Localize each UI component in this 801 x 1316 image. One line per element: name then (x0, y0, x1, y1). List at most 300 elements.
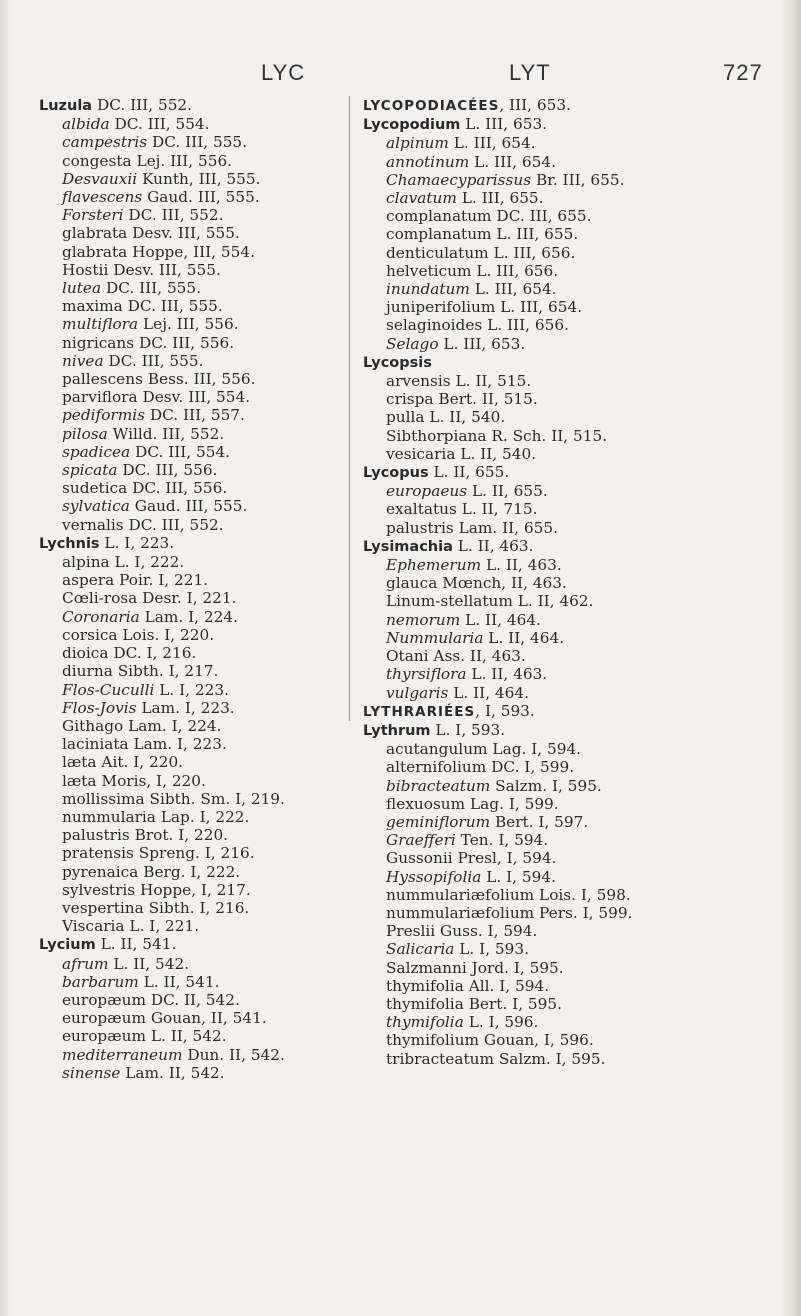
entry-reference: DC. III, 556. (127, 479, 228, 498)
entry-reference: L. II, 463. (452, 536, 534, 555)
page-number: 727 (723, 60, 763, 85)
entry-reference: L. II, 655. (428, 463, 510, 482)
entry-name: bibracteatum (386, 776, 491, 795)
entry-reference: L. II, 462. (512, 592, 594, 611)
index-entry (39, 206, 391, 224)
entry-name: glauca (386, 574, 438, 593)
entry-reference: L. III, 656. (488, 243, 576, 262)
index-entry (363, 592, 749, 610)
entry-reference: L. I, 594. (481, 867, 556, 886)
entry-reference: DC. II, 542. (145, 990, 240, 1009)
index-entry (39, 370, 391, 388)
entry-reference: Hoppe, I, 217. (135, 880, 251, 899)
index-entry (363, 574, 749, 592)
entry-reference: Moris, I, 220. (96, 771, 206, 790)
index-entry (39, 115, 391, 133)
index-entry (39, 516, 391, 534)
entry-name: mediterraneum (62, 1045, 183, 1064)
entry-name: nivea (62, 351, 104, 370)
index-heading (363, 96, 749, 115)
index-entry (363, 1050, 749, 1068)
entry-name: acutangulum (386, 740, 488, 759)
entry-reference: DC. I, 599. (486, 758, 575, 777)
entry-name: sylvestris (62, 880, 136, 899)
index-entry (39, 553, 391, 571)
entry-name: vesicaria (386, 444, 456, 463)
index-entry (363, 427, 749, 445)
entry-reference: Sibth. I, 217. (112, 662, 219, 681)
entry-reference: L. II, 715. (456, 500, 538, 519)
entry-reference: Br. III, 655. (531, 170, 625, 189)
index-entry (39, 406, 391, 424)
entry-name: pratensis (62, 844, 134, 863)
index-entry (39, 315, 391, 333)
entry-name: Viscaria (62, 917, 125, 936)
index-heading (363, 115, 749, 134)
entry-name: arvensis (386, 372, 451, 391)
index-entry (39, 790, 391, 808)
entry-reference: Lam. II, 655. (453, 518, 558, 537)
entry-reference: Gaud. III, 555. (129, 497, 248, 516)
index-entry (363, 1013, 749, 1031)
entry-name: Cœli-rosa (62, 589, 138, 608)
entry-reference: Gouan, II, 541. (145, 1009, 267, 1028)
entry-name: clavatum (386, 189, 457, 208)
index-entry (39, 334, 391, 352)
entry-reference: L. III, 653. (460, 115, 548, 134)
entry-reference: DC. III, 555. (147, 133, 248, 152)
entry-reference: L. II, 541. (95, 935, 177, 954)
entry-name: Luzula (39, 98, 93, 114)
index-entry (39, 626, 391, 644)
entry-name: flavescens (62, 188, 143, 207)
entry-name: geminiflorum (386, 812, 491, 831)
running-head-left: LYC (261, 60, 306, 85)
entry-name: thymifolia (386, 994, 464, 1013)
entry-name: nemorum (386, 610, 461, 629)
entry-name: complanatum (386, 225, 492, 244)
entry-name: palustris (62, 826, 130, 845)
entry-reference: L. III, 655. (491, 225, 579, 244)
entry-name: Lycopsis (363, 354, 432, 371)
index-entry (39, 261, 391, 279)
entry-name: pyrenaica (62, 862, 139, 881)
index-entry (363, 244, 749, 262)
index-entry (363, 1031, 749, 1049)
entry-reference: L. III, 654. (495, 298, 583, 317)
index-heading (39, 534, 391, 553)
entry-name: maxima (62, 297, 123, 316)
index-entry (363, 813, 749, 831)
entry-name: alpina (62, 553, 110, 572)
entry-name: helveticum (386, 261, 472, 280)
entry-reference: L. II, 464. (483, 628, 565, 647)
entry-reference: Pers. I, 599. (534, 903, 633, 922)
entry-reference: Gaud. III, 555. (142, 188, 260, 207)
index-entry (363, 795, 749, 813)
entry-reference: L. I, 223. (154, 680, 229, 699)
entry-reference: L. I, 222. (109, 553, 185, 572)
entry-name: thymifolium (386, 1031, 480, 1050)
index-entry (39, 863, 391, 881)
index-entry (363, 665, 749, 683)
entry-name: exaltatus (386, 500, 457, 519)
entry-name: nummulariæfolium (386, 903, 535, 922)
entry-name: denticulatum (386, 243, 489, 262)
index-entry (363, 390, 749, 408)
right-column (349, 96, 749, 1068)
entry-reference: Bert. II, 515. (433, 390, 538, 409)
entry-reference: L. III, 654. (469, 280, 557, 299)
index-entry (39, 589, 391, 607)
entry-name: laciniata (62, 735, 129, 754)
index-entry (39, 662, 391, 680)
entry-reference: DC. III, 556. (134, 333, 235, 352)
index-heading (363, 702, 749, 721)
index-entry (363, 922, 749, 940)
index-entry (39, 133, 391, 151)
index-entry (363, 611, 749, 629)
index-entry (39, 279, 391, 297)
entry-name: Graefferi (386, 831, 456, 850)
entry-name: glabrata (62, 242, 128, 261)
entry-name: diurna (62, 662, 113, 681)
index-entry (363, 904, 749, 922)
entry-name: Salicaria (386, 940, 455, 959)
index-entry (39, 881, 391, 899)
index-entry (363, 262, 749, 280)
entry-name: sinense (62, 1063, 121, 1082)
entry-reference: L. II, 541. (138, 972, 220, 991)
index-entry (39, 844, 391, 862)
entry-name: Lycopodium (363, 117, 461, 134)
index-entry (39, 826, 391, 844)
entry-name: Flos-Jovis (62, 698, 137, 717)
entry-name: vulgaris (386, 683, 449, 702)
entry-reference: Desr. I, 221. (137, 589, 237, 608)
entry-reference: L. III, 654. (469, 152, 556, 171)
entry-name: Sibthorpiana (386, 426, 487, 445)
entry-name: sudetica (62, 479, 128, 498)
index-entry (39, 1027, 391, 1045)
index-entry (363, 740, 749, 758)
entry-name: complanatum (386, 207, 492, 226)
entry-name: thyrsiflora (386, 665, 467, 684)
entry-name: Linum-stellatum (386, 592, 513, 611)
entry-reference: DC. III, 552. (92, 96, 193, 114)
entry-name: Forsteri (62, 206, 124, 225)
entry-name: glabrata (62, 224, 128, 243)
entry-name: Nummularia (386, 628, 484, 647)
entry-reference: Salzm. I, 595. (490, 776, 602, 795)
entry-name: vespertina (62, 898, 144, 917)
entry-name: spadicea (62, 442, 131, 461)
index-entry (39, 973, 391, 991)
entry-reference: L. II, 464. (460, 610, 541, 629)
entry-reference: Desv. III, 554. (137, 388, 251, 407)
index-entry (39, 479, 391, 497)
page-edge-left (0, 0, 14, 1316)
entry-name: aspera (62, 571, 115, 590)
entry-name: pulla (386, 408, 425, 427)
index-entry (39, 1009, 391, 1027)
entry-reference: Hoppe, III, 554. (127, 242, 255, 261)
index-entry (39, 461, 391, 479)
entry-name: europæum (62, 1009, 146, 1028)
entry-name: Flos-Cuculli (62, 680, 155, 699)
index-entry (39, 917, 391, 935)
entry-name: Desvauxii (62, 169, 138, 188)
index-entry (363, 940, 749, 958)
entry-name: Lythrum (363, 722, 431, 739)
index-entry (39, 991, 391, 1009)
entry-reference: Presl, I, 594. (452, 849, 557, 868)
entry-reference: L. I, 221. (124, 917, 200, 936)
entry-reference: Berg. I, 222. (138, 862, 241, 881)
index-entry (363, 995, 749, 1013)
entry-name: Selago (386, 334, 439, 353)
index-entry (363, 482, 749, 500)
page-edge-right (779, 0, 801, 1316)
entry-name: læta (62, 753, 97, 772)
entry-reference: Spreng. I, 216. (133, 844, 255, 863)
entry-reference: L. I, 223. (99, 533, 175, 552)
entry-reference: R. Sch. II, 515. (486, 426, 608, 445)
index-entry (39, 644, 391, 662)
index-entry (363, 868, 749, 886)
entry-name: Lycopus (363, 465, 429, 482)
entry-name: europæum (62, 1027, 146, 1046)
index-heading (39, 96, 391, 115)
index-entry (39, 808, 391, 826)
index-entry (363, 959, 749, 977)
entry-reference: Desv. III, 555. (108, 260, 221, 279)
index-entry (39, 188, 391, 206)
entry-name: nummularia (62, 807, 156, 826)
entry-reference: L. II, 463. (481, 556, 562, 575)
entry-name: vernalis (62, 515, 124, 534)
entry-reference: L. III, 656. (471, 261, 559, 280)
entry-name: Chamaecyparissus (386, 170, 532, 189)
entry-reference: DC. III, 557. (144, 406, 245, 425)
entry-name: pallescens (62, 370, 143, 389)
index-entry (363, 298, 749, 316)
entry-name: Lychnis (39, 535, 100, 552)
index-entry (363, 647, 749, 665)
index-entry (363, 777, 749, 795)
index-entry (363, 316, 749, 334)
index-entry (39, 699, 391, 717)
entry-name: Lysimachia (363, 538, 453, 555)
index-entry (39, 497, 391, 515)
entry-name: afrum (62, 954, 109, 973)
entry-name: Hyssopifolia (386, 867, 482, 886)
entry-reference: L. I, 596. (463, 1013, 539, 1032)
index-entry (39, 681, 391, 699)
entry-reference: DC. III, 554. (109, 115, 210, 134)
entry-name: Coronaria (62, 607, 140, 626)
entry-reference: Lam. I, 224. (123, 716, 222, 735)
left-column (39, 96, 391, 1082)
entry-name: Ephemerum (386, 556, 482, 575)
index-entry (363, 684, 749, 702)
entry-name: Gussonii (386, 849, 453, 868)
entry-reference: L. II, 655. (467, 482, 548, 501)
index-entry (363, 886, 749, 904)
running-head-right: LYT (509, 60, 551, 85)
index-entry (39, 1046, 391, 1064)
index-entry (39, 224, 391, 242)
index-entry (363, 500, 749, 518)
entry-reference: Mœnch, II, 463. (437, 574, 567, 593)
entry-name: palustris (386, 518, 454, 537)
entry-reference: Bert. I, 597. (490, 812, 589, 831)
index-entry (363, 207, 749, 225)
entry-name: flexuosum (386, 794, 466, 813)
entry-reference: Ait. I, 220. (96, 753, 184, 772)
entry-reference: DC. III, 552. (123, 515, 224, 534)
index-entry (363, 556, 749, 574)
index-entry (39, 152, 391, 170)
index-entry (39, 735, 391, 753)
entry-name: congesta (62, 151, 132, 170)
index-entry (363, 758, 749, 776)
index-entry (39, 608, 391, 626)
entry-reference: Lam. II, 542. (120, 1063, 225, 1082)
entry-reference: DC. III, 552. (123, 206, 224, 225)
index-heading (39, 935, 391, 954)
index-entry (363, 849, 749, 867)
entry-reference: L. III, 653. (438, 334, 526, 353)
index-entry (363, 280, 749, 298)
entry-reference: Brot. I, 220. (129, 826, 229, 845)
entry-reference: L. III, 654. (448, 134, 536, 153)
entry-reference: L. II, 463. (466, 665, 548, 684)
entry-name: alpinum (386, 134, 449, 153)
entry-reference: Lois. I, 220. (117, 625, 215, 644)
entry-name: LYTHRARIÉES (363, 703, 476, 720)
index-entry (39, 899, 391, 917)
index-entry (39, 717, 391, 735)
index-entry (39, 170, 391, 188)
entry-reference: Lois. I, 598. (534, 885, 631, 904)
entry-name: selaginoides (386, 316, 483, 335)
entry-name: sylvatica (62, 497, 130, 516)
entry-reference: DC. III, 554. (130, 442, 231, 461)
entry-reference: DC. III, 555. (101, 279, 202, 298)
entry-reference: L. II, 540. (455, 444, 537, 463)
entry-name: multiflora (62, 315, 139, 334)
entry-reference: Lej. III, 556. (131, 151, 233, 170)
entry-reference: , III, 653. (499, 96, 571, 114)
entry-name: parviflora (62, 388, 138, 407)
entry-reference: Ten. I, 594. (455, 831, 549, 850)
entry-name: Preslii (386, 922, 436, 941)
index-entry (39, 425, 391, 443)
index-entry (363, 831, 749, 849)
entry-name: Githago (62, 716, 124, 735)
entry-reference: Salzm. I, 595. (493, 1049, 606, 1068)
entry-name: dioica (62, 644, 109, 663)
entry-reference: DC. III, 555. (103, 351, 204, 370)
index-entry (363, 189, 749, 207)
entry-name: Otani (386, 647, 429, 666)
entry-reference: Bert. I, 595. (463, 994, 562, 1013)
entry-reference: Lam. I, 223. (128, 735, 227, 754)
index-entry (363, 977, 749, 995)
index-entry (363, 519, 749, 537)
index-entry (39, 1064, 391, 1082)
entry-reference: L. II, 515. (450, 372, 532, 391)
entry-reference: Lam. I, 223. (136, 698, 235, 717)
index-entry (363, 335, 749, 353)
index-entry (39, 772, 391, 790)
entry-reference: Ass. II, 463. (428, 647, 526, 666)
index-entry (363, 445, 749, 463)
entry-reference: DC. III, 556. (117, 461, 218, 480)
index-entry (363, 153, 749, 171)
entry-reference: DC. I, 216. (108, 644, 197, 663)
index-heading (363, 537, 749, 556)
index-entry (39, 955, 391, 973)
entry-reference: Lej. III, 556. (138, 315, 239, 334)
entry-reference: L. III, 656. (482, 316, 569, 335)
entry-reference: Guss. I, 594. (435, 922, 538, 941)
index-entry (363, 408, 749, 426)
entry-reference: Lap. I, 222. (155, 807, 250, 826)
entry-reference: Kunth, III, 555. (137, 169, 261, 188)
index-entry (363, 372, 749, 390)
entry-reference: L. III, 655. (456, 189, 544, 208)
entry-reference: Lag. I, 599. (465, 794, 559, 813)
entry-reference: Sibth. I, 216. (143, 898, 250, 917)
entry-reference: Bess. III, 556. (142, 370, 256, 389)
entry-reference: Jord. I, 595. (466, 958, 564, 977)
entry-reference: L. II, 540. (424, 408, 506, 427)
index-entry (363, 134, 749, 152)
entry-name: tribracteatum (386, 1049, 494, 1068)
index-entry (363, 171, 749, 189)
entry-reference: DC. III, 655. (491, 207, 592, 226)
entry-name: juniperifolium (386, 298, 496, 317)
index-entry (39, 571, 391, 589)
entry-reference: L. II, 542. (108, 954, 190, 973)
index-entry (39, 388, 391, 406)
entry-name: corsica (62, 625, 118, 644)
entry-name: spicata (62, 461, 118, 480)
entry-name: nigricans (62, 333, 135, 352)
entry-reference: , I, 593. (475, 701, 535, 720)
entry-name: campestris (62, 133, 148, 152)
index-entry (363, 629, 749, 647)
entry-name: inundatum (386, 280, 470, 299)
entry-name: læta (62, 771, 97, 790)
entry-reference: Willd. III, 552. (107, 424, 225, 443)
entry-name: Hostii (62, 260, 109, 279)
entry-reference: Lam. I, 224. (139, 607, 238, 626)
entry-reference: DC. III, 555. (122, 297, 223, 316)
entry-name: thymifolia (386, 976, 464, 995)
entry-reference: L. II, 464. (448, 683, 529, 702)
entry-reference: L. II, 542. (145, 1027, 227, 1046)
entry-name: nummulariæfolium (386, 885, 535, 904)
entry-reference: Lag. I, 594. (487, 740, 582, 759)
index-entry (39, 753, 391, 771)
index-entry (39, 443, 391, 461)
index-entry (39, 243, 391, 261)
index-heading (363, 721, 749, 740)
entry-reference: L. I, 593. (430, 720, 506, 739)
